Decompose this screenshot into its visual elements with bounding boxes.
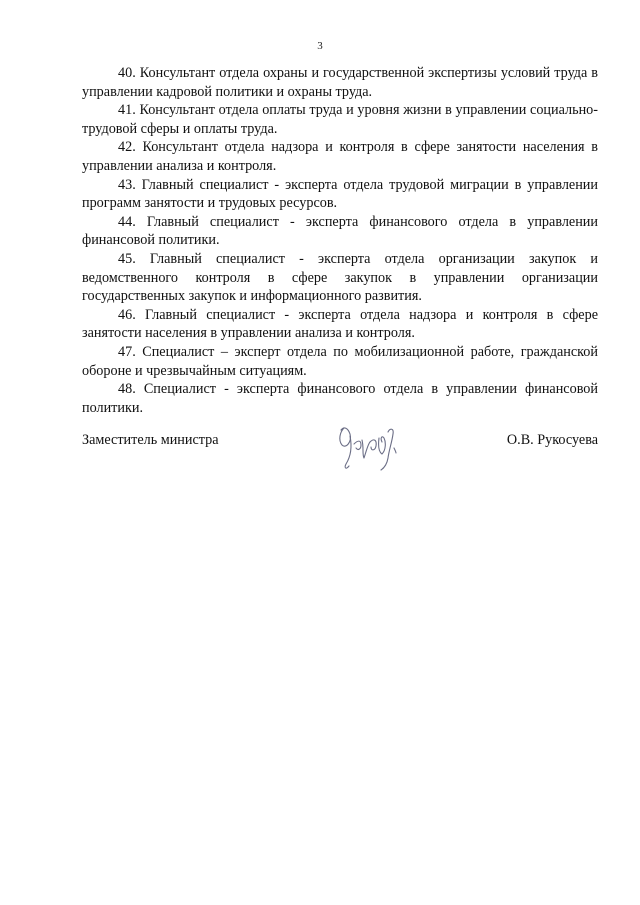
list-item: 40. Консультант отдела охраны и государственной экспертизы условий труда в управлении кадровой политики и охраны труда. <box>82 65 598 100</box>
list-item: 44. Главный специалист - эксперта финансового отдела в управлении финансовой политики. <box>82 213 598 249</box>
list-item: 42. Консультант отдела надзора и контроля в сфере занятости населения в управлении анализа и контроля. <box>82 139 598 174</box>
list-item: 45. Главный специалист - эксперта отдела организации закупок и ведомственного контроля в сфере закупок в управлении организации государственных закупок и информационного развития. <box>82 250 598 305</box>
handwritten-signature-icon <box>334 418 412 480</box>
page-number: 3 <box>317 40 323 52</box>
list-item: 43. Главный специалист - эксперта отдела трудовой миграции в управлении программ занятости и трудовых ресурсов. <box>82 176 598 212</box>
document-body <box>82 64 598 417</box>
list-item: 47. Специалист – эксперт отдела по мобилизационной работе, гражданской обороне и чрезвычайным ситуациям. <box>82 343 598 379</box>
signatory-name: О.В. Рукосуева <box>506 432 598 448</box>
list-item: 41. Консультант отдела оплаты труда и уровня жизни в управлении социально-трудовой сферы и оплаты труда. <box>82 102 598 137</box>
signatory-title: Заместитель министра <box>82 432 219 448</box>
list-item: 46. Главный специалист - эксперта отдела надзора и контроля в сфере занятости населения в управлении анализа и контроля. <box>82 306 598 342</box>
signature-block <box>82 432 598 492</box>
list-item: 48. Специалист - эксперта финансового отдела в управлении финансовой политики. <box>82 381 598 416</box>
